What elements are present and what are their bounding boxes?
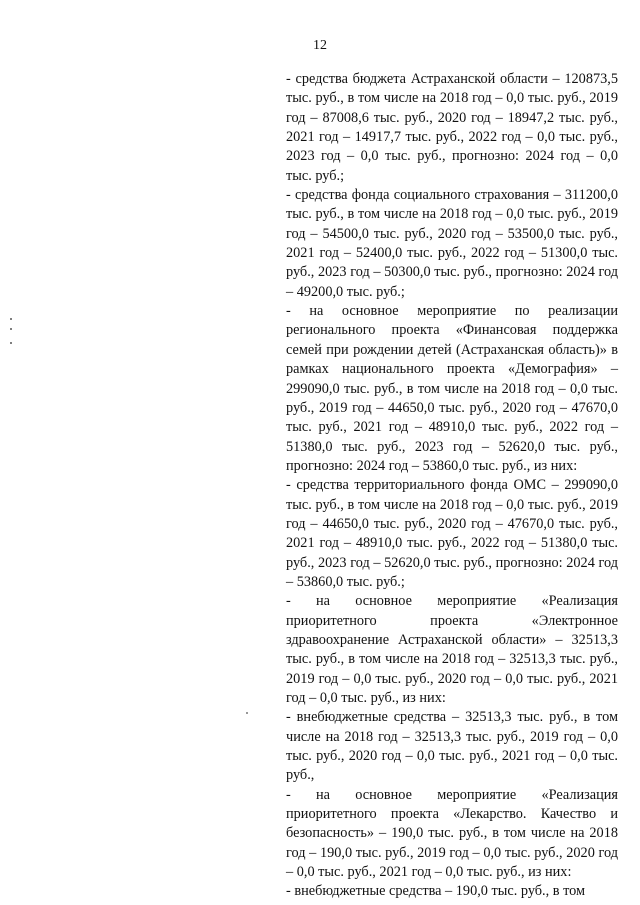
scan-speck	[246, 712, 248, 714]
paragraph-medicine-offbudget: - внебюджетные средства – 190,0 тыс. руб., в том	[286, 883, 586, 900]
paragraph-e-health-project: - на основное мероприятие «Реализация приоритетного проекта «Электронное здравоохранение Астраханской области» – 32513,3 тыс. руб., в том числе на 2018 год – 32513,3 тыс. руб., 2019 год – 0,0 тыс. руб., 2020 год – 0,0 тыс. руб., 2021 год – 0,0 тыс. руб., из них:	[286, 593, 618, 706]
paragraph-oms-funds: - средства территориального фонда ОМС – 299090,0 тыс. руб., в том числе на 2018 год – 0,0 тыс. руб., 2019 год – 44650,0 тыс. руб., 2020 год – 47670,0 тыс. руб., 2021 год – 48910,0 тыс. руб., 2022 год – 51380,0 тыс. руб., 2023 год – 52620,0 тыс. руб., прогнозно: 2024 год – 53860,0 тыс. руб.;	[286, 477, 618, 590]
margin-marks	[10, 318, 14, 358]
paragraph-social-insurance-funds: - средства фонда социального страхования – 311200,0 тыс. руб., в том числе на 2018 год – 0,0 тыс. руб., 2019 год – 54500,0 тыс. руб., 2020 год – 53500,0 тыс. руб., 2021 год – 52400,0 тыс. руб., 2022 год – 51300,0 тыс. руб., 2023 год – 50300,0 тыс. руб., прогнозно: 2024 год – 49200,0 тыс. руб.;	[286, 187, 618, 300]
paragraph-budget-funds: - средства бюджета Астраханской области – 120873,5 тыс. руб., в том числе на 2018 год – 0,0 тыс. руб., 2019 год – 87008,6 тыс. руб., 2020 год – 18947,2 тыс. руб., 2021 год – 14917,7 тыс. руб., 2022 год – 0,0 тыс. руб., 2023 год – 0,0 тыс. руб., прогнозно: 2024 год – 0,0 тыс. руб.;	[286, 71, 618, 184]
paragraph-family-support-project: - на основное мероприятие по реализации регионального проекта «Финансовая поддержка семей при рождении детей (Астраханская область)» в рамках национального проекта «Демография» – 299090,0 тыс. руб., в том числе на 2018 год – 0,0 тыс. руб., 2019 год – 44650,0 тыс. руб., 2020 год – 47670,0 тыс. руб., 2021 год – 48910,0 тыс. руб., 2022 год – 51380,0 тыс. руб., 2023 год – 52620,0 тыс. руб., прогнозно: 2024 год – 53860,0 тыс. руб., из них:	[286, 303, 618, 474]
document-body	[286, 70, 618, 902]
paragraph-e-health-offbudget: - внебюджетные средства – 32513,3 тыс. руб., в том числе на 2018 год – 32513,3 тыс. руб., 2019 год – 0,0 тыс. руб., 2020 год – 0,0 тыс. руб., 2021 год – 0,0 тыс. руб.,	[286, 709, 618, 784]
page-number: 12	[313, 38, 327, 53]
paragraph-medicine-project: - на основное мероприятие «Реализация приоритетного проекта «Лекарство. Качество и безопасность» – 190,0 тыс. руб., в том числе на 2018 год – 190,0 тыс. руб., 2019 год – 0,0 тыс. руб., 2020 год – 0,0 тыс. руб., 2021 год – 0,0 тыс. руб., из них:	[286, 786, 618, 881]
